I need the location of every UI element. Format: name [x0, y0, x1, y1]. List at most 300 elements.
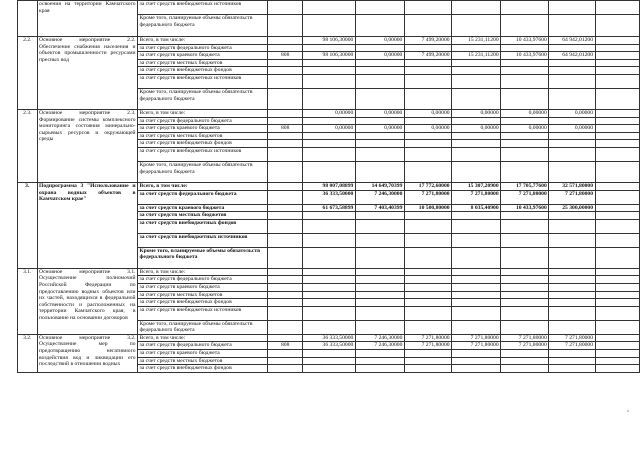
amount-cell [302, 365, 355, 373]
amount-cell [404, 1, 451, 15]
amount-cell [355, 268, 404, 276]
amount-cell [302, 59, 355, 67]
amount-cell [501, 44, 549, 52]
amount-cell [501, 291, 549, 299]
amount-cell: 32 571,80000 [549, 182, 595, 190]
funding-source: за счет средств местных бюджетов [138, 59, 268, 67]
funding-source: за счет средств местных бюджетов [138, 291, 268, 299]
budget-code [268, 268, 303, 276]
amount-cell [549, 306, 595, 320]
amount-cell [302, 233, 355, 247]
amount-cell [452, 67, 501, 75]
budget-code [268, 247, 303, 268]
funding-source: за счет средств краевого бюджета [138, 283, 268, 291]
amount-cell [549, 88, 595, 109]
amount-cell: 7 271,80000 [452, 190, 501, 204]
amount-cell [452, 147, 501, 161]
empty-cell [595, 59, 639, 67]
amount-cell [452, 88, 501, 109]
empty-cell [595, 147, 639, 161]
empty-cell [595, 219, 639, 233]
amount-cell [404, 15, 451, 37]
funding-source: Всего, в том числе: [138, 334, 268, 342]
amount-cell [404, 219, 451, 233]
amount-cell [501, 357, 549, 365]
funding-source: Всего, в том числе: [138, 182, 268, 190]
amount-cell [302, 306, 355, 320]
amount-cell [302, 140, 355, 148]
amount-cell [452, 233, 501, 247]
funding-source: Кроме того, планируемые объемы обязательств федерального бюджета [138, 15, 268, 37]
amount-cell [501, 117, 549, 125]
funding-source: Кроме того, планируемые объемы обязательств федерального бюджета [138, 161, 268, 182]
amount-cell [501, 67, 549, 75]
empty-cell [595, 37, 639, 45]
amount-cell [355, 74, 404, 88]
budget-code [268, 132, 303, 140]
budget-code [268, 219, 303, 233]
amount-cell [452, 306, 501, 320]
budget-code [268, 74, 303, 88]
empty-cell [595, 132, 639, 140]
amount-cell [452, 299, 501, 307]
amount-cell [355, 365, 404, 373]
budget-code [268, 334, 303, 342]
amount-cell [302, 132, 355, 140]
amount-cell [404, 147, 451, 161]
amount-cell: 25 300,00000 [549, 204, 595, 212]
amount-cell [549, 268, 595, 276]
budget-code [268, 15, 303, 37]
amount-cell [404, 59, 451, 67]
empty-cell [595, 1, 639, 15]
empty-cell [595, 125, 639, 133]
amount-cell [452, 15, 501, 37]
amount-cell [549, 247, 595, 268]
amount-cell [355, 357, 404, 365]
amount-cell [302, 247, 355, 268]
empty-cell [595, 140, 639, 148]
amount-cell [355, 161, 404, 182]
empty-cell [595, 306, 639, 320]
empty-cell [595, 67, 639, 75]
amount-cell [404, 306, 451, 320]
amount-cell [404, 247, 451, 268]
amount-cell [549, 117, 595, 125]
amount-cell [302, 212, 355, 220]
amount-cell [355, 291, 404, 299]
amount-cell: 7 271,80000 [501, 334, 549, 342]
amount-cell: 0,00000 [404, 125, 451, 133]
amount-cell [501, 306, 549, 320]
amount-cell [452, 365, 501, 373]
amount-cell [302, 357, 355, 365]
empty-cell [595, 320, 639, 334]
amount-cell [549, 74, 595, 88]
budget-code [268, 283, 303, 291]
amount-cell [549, 44, 595, 52]
funding-source: Кроме того, планируемые объемы обязательств федерального бюджета [138, 247, 268, 268]
amount-cell: 64 942,01200 [549, 52, 595, 60]
amount-cell [302, 117, 355, 125]
empty-cell [595, 247, 639, 268]
amount-cell [452, 320, 501, 334]
amount-cell: 7 499,20000 [404, 37, 451, 45]
amount-cell [501, 59, 549, 67]
funding-source: за счет средств местных бюджетов [138, 357, 268, 365]
amount-cell: 36 333,50000 [302, 342, 355, 350]
amount-cell: 7 271,80000 [404, 190, 451, 204]
amount-cell [549, 219, 595, 233]
amount-cell [549, 212, 595, 220]
amount-cell: 7 271,80000 [452, 342, 501, 350]
amount-cell [549, 140, 595, 148]
amount-cell: 0,00000 [549, 109, 595, 117]
amount-cell [452, 291, 501, 299]
funding-source: за счет средств краевого бюджета [138, 204, 268, 212]
amount-cell [302, 74, 355, 88]
empty-cell [595, 268, 639, 276]
amount-cell [452, 350, 501, 358]
amount-cell [404, 212, 451, 220]
budget-code [268, 291, 303, 299]
empty-cell [595, 283, 639, 291]
amount-cell: 7 271,80000 [404, 334, 451, 342]
amount-cell: 7 271,80000 [549, 342, 595, 350]
budget-code [268, 161, 303, 182]
amount-cell [302, 350, 355, 358]
amount-cell: 0,00000 [302, 125, 355, 133]
amount-cell [355, 88, 404, 109]
amount-cell [452, 268, 501, 276]
item-number [18, 1, 38, 37]
amount-cell [549, 350, 595, 358]
amount-cell [302, 268, 355, 276]
funding-source: за счет средств местных бюджетов [138, 212, 268, 220]
amount-cell [501, 219, 549, 233]
amount-cell [355, 67, 404, 75]
funding-source: за счет средств федерального бюджета [138, 342, 268, 350]
empty-cell [595, 74, 639, 88]
amount-cell: 0,00000 [452, 125, 501, 133]
amount-cell [355, 247, 404, 268]
amount-cell: 61 673,58899 [302, 204, 355, 212]
funding-source: за счет средств внебюджетных фондов [138, 219, 268, 233]
empty-cell [595, 204, 639, 212]
funding-source: за счет средств внебюджетных фондов [138, 140, 268, 148]
amount-cell: 0,00000 [355, 109, 404, 117]
amount-cell [404, 67, 451, 75]
funding-source: за счет средств федерального бюджета [138, 190, 268, 204]
item-description: Основное мероприятие 2.3. Формирование системы комплексного мониторинга состояния минерально-сырьевых ресурсов и окружающей среды [37, 109, 138, 182]
budget-code [268, 233, 303, 247]
item-number: 3.1. [18, 268, 38, 334]
amount-cell [302, 299, 355, 307]
amount-cell [501, 147, 549, 161]
amount-cell: 36 333,50000 [302, 334, 355, 342]
budget-code [268, 59, 303, 67]
budget-code [268, 306, 303, 320]
funding-source: за счет средств внебюджетных фондов [138, 365, 268, 373]
amount-cell: 17 772,60000 [404, 182, 451, 190]
amount-cell [549, 161, 595, 182]
amount-cell [302, 15, 355, 37]
amount-cell [355, 233, 404, 247]
item-number: 2.2. [18, 37, 38, 110]
amount-cell: 15 307,20900 [452, 182, 501, 190]
amount-cell [452, 357, 501, 365]
funding-source: за счет средств местных бюджетов [138, 132, 268, 140]
amount-cell [549, 147, 595, 161]
budget-code [268, 350, 303, 358]
budget-code [268, 147, 303, 161]
amount-cell: 7 246,30000 [355, 334, 404, 342]
empty-cell [595, 334, 639, 342]
amount-cell [302, 161, 355, 182]
amount-cell [452, 1, 501, 15]
table-row [18, 37, 640, 45]
amount-cell [404, 365, 451, 373]
amount-cell: 64 942,01200 [549, 37, 595, 45]
amount-cell [355, 350, 404, 358]
empty-cell [595, 233, 639, 247]
amount-cell [355, 59, 404, 67]
amount-cell [404, 291, 451, 299]
amount-cell: 36 333,50000 [302, 190, 355, 204]
empty-cell [595, 44, 639, 52]
amount-cell: 0,00000 [355, 125, 404, 133]
amount-cell: 7 271,80000 [549, 334, 595, 342]
funding-source: Всего, в том числе: [138, 109, 268, 117]
amount-cell [355, 15, 404, 37]
amount-cell [452, 219, 501, 233]
amount-cell [355, 147, 404, 161]
funding-source: за счет средств внебюджетных фондов [138, 67, 268, 75]
amount-cell [501, 233, 549, 247]
amount-cell [549, 283, 595, 291]
amount-cell [355, 140, 404, 148]
amount-cell [404, 283, 451, 291]
amount-cell [355, 320, 404, 334]
amount-cell [302, 283, 355, 291]
amount-cell [302, 320, 355, 334]
funding-source: за счет средств федерального бюджета [138, 117, 268, 125]
budget-code [268, 44, 303, 52]
amount-cell [404, 132, 451, 140]
amount-cell [404, 276, 451, 284]
amount-cell [302, 67, 355, 75]
budget-code [268, 88, 303, 109]
amount-cell [549, 1, 595, 15]
scan-speck [627, 410, 629, 412]
amount-cell [549, 299, 595, 307]
amount-cell [404, 299, 451, 307]
amount-cell [302, 219, 355, 233]
budget-code [268, 140, 303, 148]
amount-cell: 98 106,30000 [302, 52, 355, 60]
funding-source: за счет средств федерального бюджета [138, 44, 268, 52]
table-row [18, 334, 640, 342]
empty-cell [595, 350, 639, 358]
budget-table-sheet [17, 0, 640, 373]
budget-code [268, 190, 303, 204]
empty-cell [595, 161, 639, 182]
amount-cell [501, 132, 549, 140]
amount-cell: 7 499,20000 [404, 52, 451, 60]
funding-source: за счет средств краевого бюджета [138, 52, 268, 60]
amount-cell: 0,00000 [355, 52, 404, 60]
budget-code [268, 357, 303, 365]
funding-source: за счет средств внебюджетных фондов [138, 299, 268, 307]
amount-cell [549, 357, 595, 365]
budget-code [268, 276, 303, 284]
empty-cell [595, 291, 639, 299]
budget-code: 808 [268, 342, 303, 350]
amount-cell [302, 88, 355, 109]
budget-code [268, 37, 303, 45]
amount-cell: 0,00000 [501, 125, 549, 133]
amount-cell [452, 283, 501, 291]
amount-cell [355, 283, 404, 291]
amount-cell [452, 74, 501, 88]
amount-cell [549, 233, 595, 247]
amount-cell [501, 15, 549, 37]
amount-cell [302, 44, 355, 52]
amount-cell [501, 88, 549, 109]
amount-cell [501, 365, 549, 373]
item-number: 2.3. [18, 109, 38, 182]
amount-cell [355, 117, 404, 125]
funding-source: за счет средств внебюджетных источников [138, 1, 268, 15]
amount-cell [302, 276, 355, 284]
amount-cell [452, 276, 501, 284]
amount-cell [501, 247, 549, 268]
amount-cell [501, 283, 549, 291]
amount-cell: 10 433,97600 [501, 37, 549, 45]
amount-cell: 7 271,80000 [501, 190, 549, 204]
item-description: Основное мероприятие 3.1. Осуществление полномочий Российской Федерации по предоставлению водных объектов или их частей, находящихся в федеральной собственности и расположенных на территории Камчатского края, в пользование на основании договоров [37, 268, 138, 334]
budget-code [268, 320, 303, 334]
amount-cell: 0,00000 [549, 125, 595, 133]
item-description: Основное мероприятие 3.2. Осуществление мер по предотвращению негативного воздействия вод и ликвидации его последствий в отношении водных [37, 334, 138, 372]
amount-cell [404, 117, 451, 125]
amount-cell: 7 271,80000 [549, 190, 595, 204]
budget-code: 808 [268, 52, 303, 60]
amount-cell: 0,00000 [501, 109, 549, 117]
amount-cell: 17 705,77600 [501, 182, 549, 190]
amount-cell: 0,00000 [302, 109, 355, 117]
table-row [18, 1, 640, 15]
amount-cell [452, 161, 501, 182]
empty-cell [595, 109, 639, 117]
amount-cell [404, 161, 451, 182]
amount-cell [404, 140, 451, 148]
amount-cell [501, 299, 549, 307]
funding-source: за счет средств внебюджетных источников [138, 74, 268, 88]
amount-cell [549, 59, 595, 67]
amount-cell [355, 219, 404, 233]
amount-cell [549, 276, 595, 284]
amount-cell [355, 276, 404, 284]
budget-table [17, 0, 640, 373]
amount-cell [404, 44, 451, 52]
amount-cell: 14 649,70399 [355, 182, 404, 190]
amount-cell [404, 320, 451, 334]
amount-cell [549, 132, 595, 140]
item-description: Основное мероприятие 2.2. Обеспечение снабжения населения и объектов промышленности ресурсами пресных вод [37, 37, 138, 110]
item-number: 3. [18, 182, 38, 268]
empty-cell [595, 182, 639, 190]
amount-cell: 7 246,30000 [355, 342, 404, 350]
amount-cell: 7 271,80000 [452, 334, 501, 342]
amount-cell [355, 306, 404, 320]
funding-source: Всего, в том числе: [138, 268, 268, 276]
budget-code [268, 117, 303, 125]
amount-cell [302, 147, 355, 161]
budget-code [268, 182, 303, 190]
budget-code [268, 212, 303, 220]
amount-cell: 15 231,11200 [452, 37, 501, 45]
budget-code [268, 204, 303, 212]
amount-cell [501, 276, 549, 284]
amount-cell [452, 44, 501, 52]
funding-source: Всего, в том числе: [138, 37, 268, 45]
table-row [18, 182, 640, 190]
amount-cell [549, 365, 595, 373]
item-description: Подпрограмма 3 "Использование и охрана водных объектов в Камчатском крае" [37, 182, 138, 268]
amount-cell [501, 320, 549, 334]
amount-cell [355, 212, 404, 220]
amount-cell: 7 271,80000 [404, 342, 451, 350]
amount-cell [302, 291, 355, 299]
amount-cell: 0,00000 [452, 109, 501, 117]
amount-cell [452, 117, 501, 125]
amount-cell [452, 212, 501, 220]
amount-cell [404, 233, 451, 247]
amount-cell [404, 357, 451, 365]
amount-cell: 10 433,97600 [501, 52, 549, 60]
amount-cell [501, 212, 549, 220]
empty-cell [595, 88, 639, 109]
amount-cell [549, 15, 595, 37]
funding-source: за счет средств краевого бюджета [138, 350, 268, 358]
empty-cell [595, 299, 639, 307]
amount-cell [355, 44, 404, 52]
amount-cell [452, 247, 501, 268]
amount-cell: 7 403,40399 [355, 204, 404, 212]
budget-code [268, 109, 303, 117]
amount-cell [501, 1, 549, 15]
amount-cell: 10 433,97600 [501, 204, 549, 212]
budget-code [268, 67, 303, 75]
amount-cell: 0,00000 [355, 37, 404, 45]
amount-cell [501, 350, 549, 358]
amount-cell [549, 67, 595, 75]
funding-source: Кроме того, планируемые объемы обязательств федерального бюджета [138, 88, 268, 109]
amount-cell [404, 350, 451, 358]
item-description: освоения на территории Камчатского края [37, 1, 138, 37]
amount-cell: 8 035,40900 [452, 204, 501, 212]
budget-code [268, 1, 303, 15]
table-row [18, 268, 640, 276]
empty-cell [595, 212, 639, 220]
amount-cell [452, 59, 501, 67]
amount-cell [404, 74, 451, 88]
empty-cell [595, 365, 639, 373]
amount-cell [549, 320, 595, 334]
amount-cell [501, 140, 549, 148]
amount-cell: 7 271,80000 [501, 342, 549, 350]
